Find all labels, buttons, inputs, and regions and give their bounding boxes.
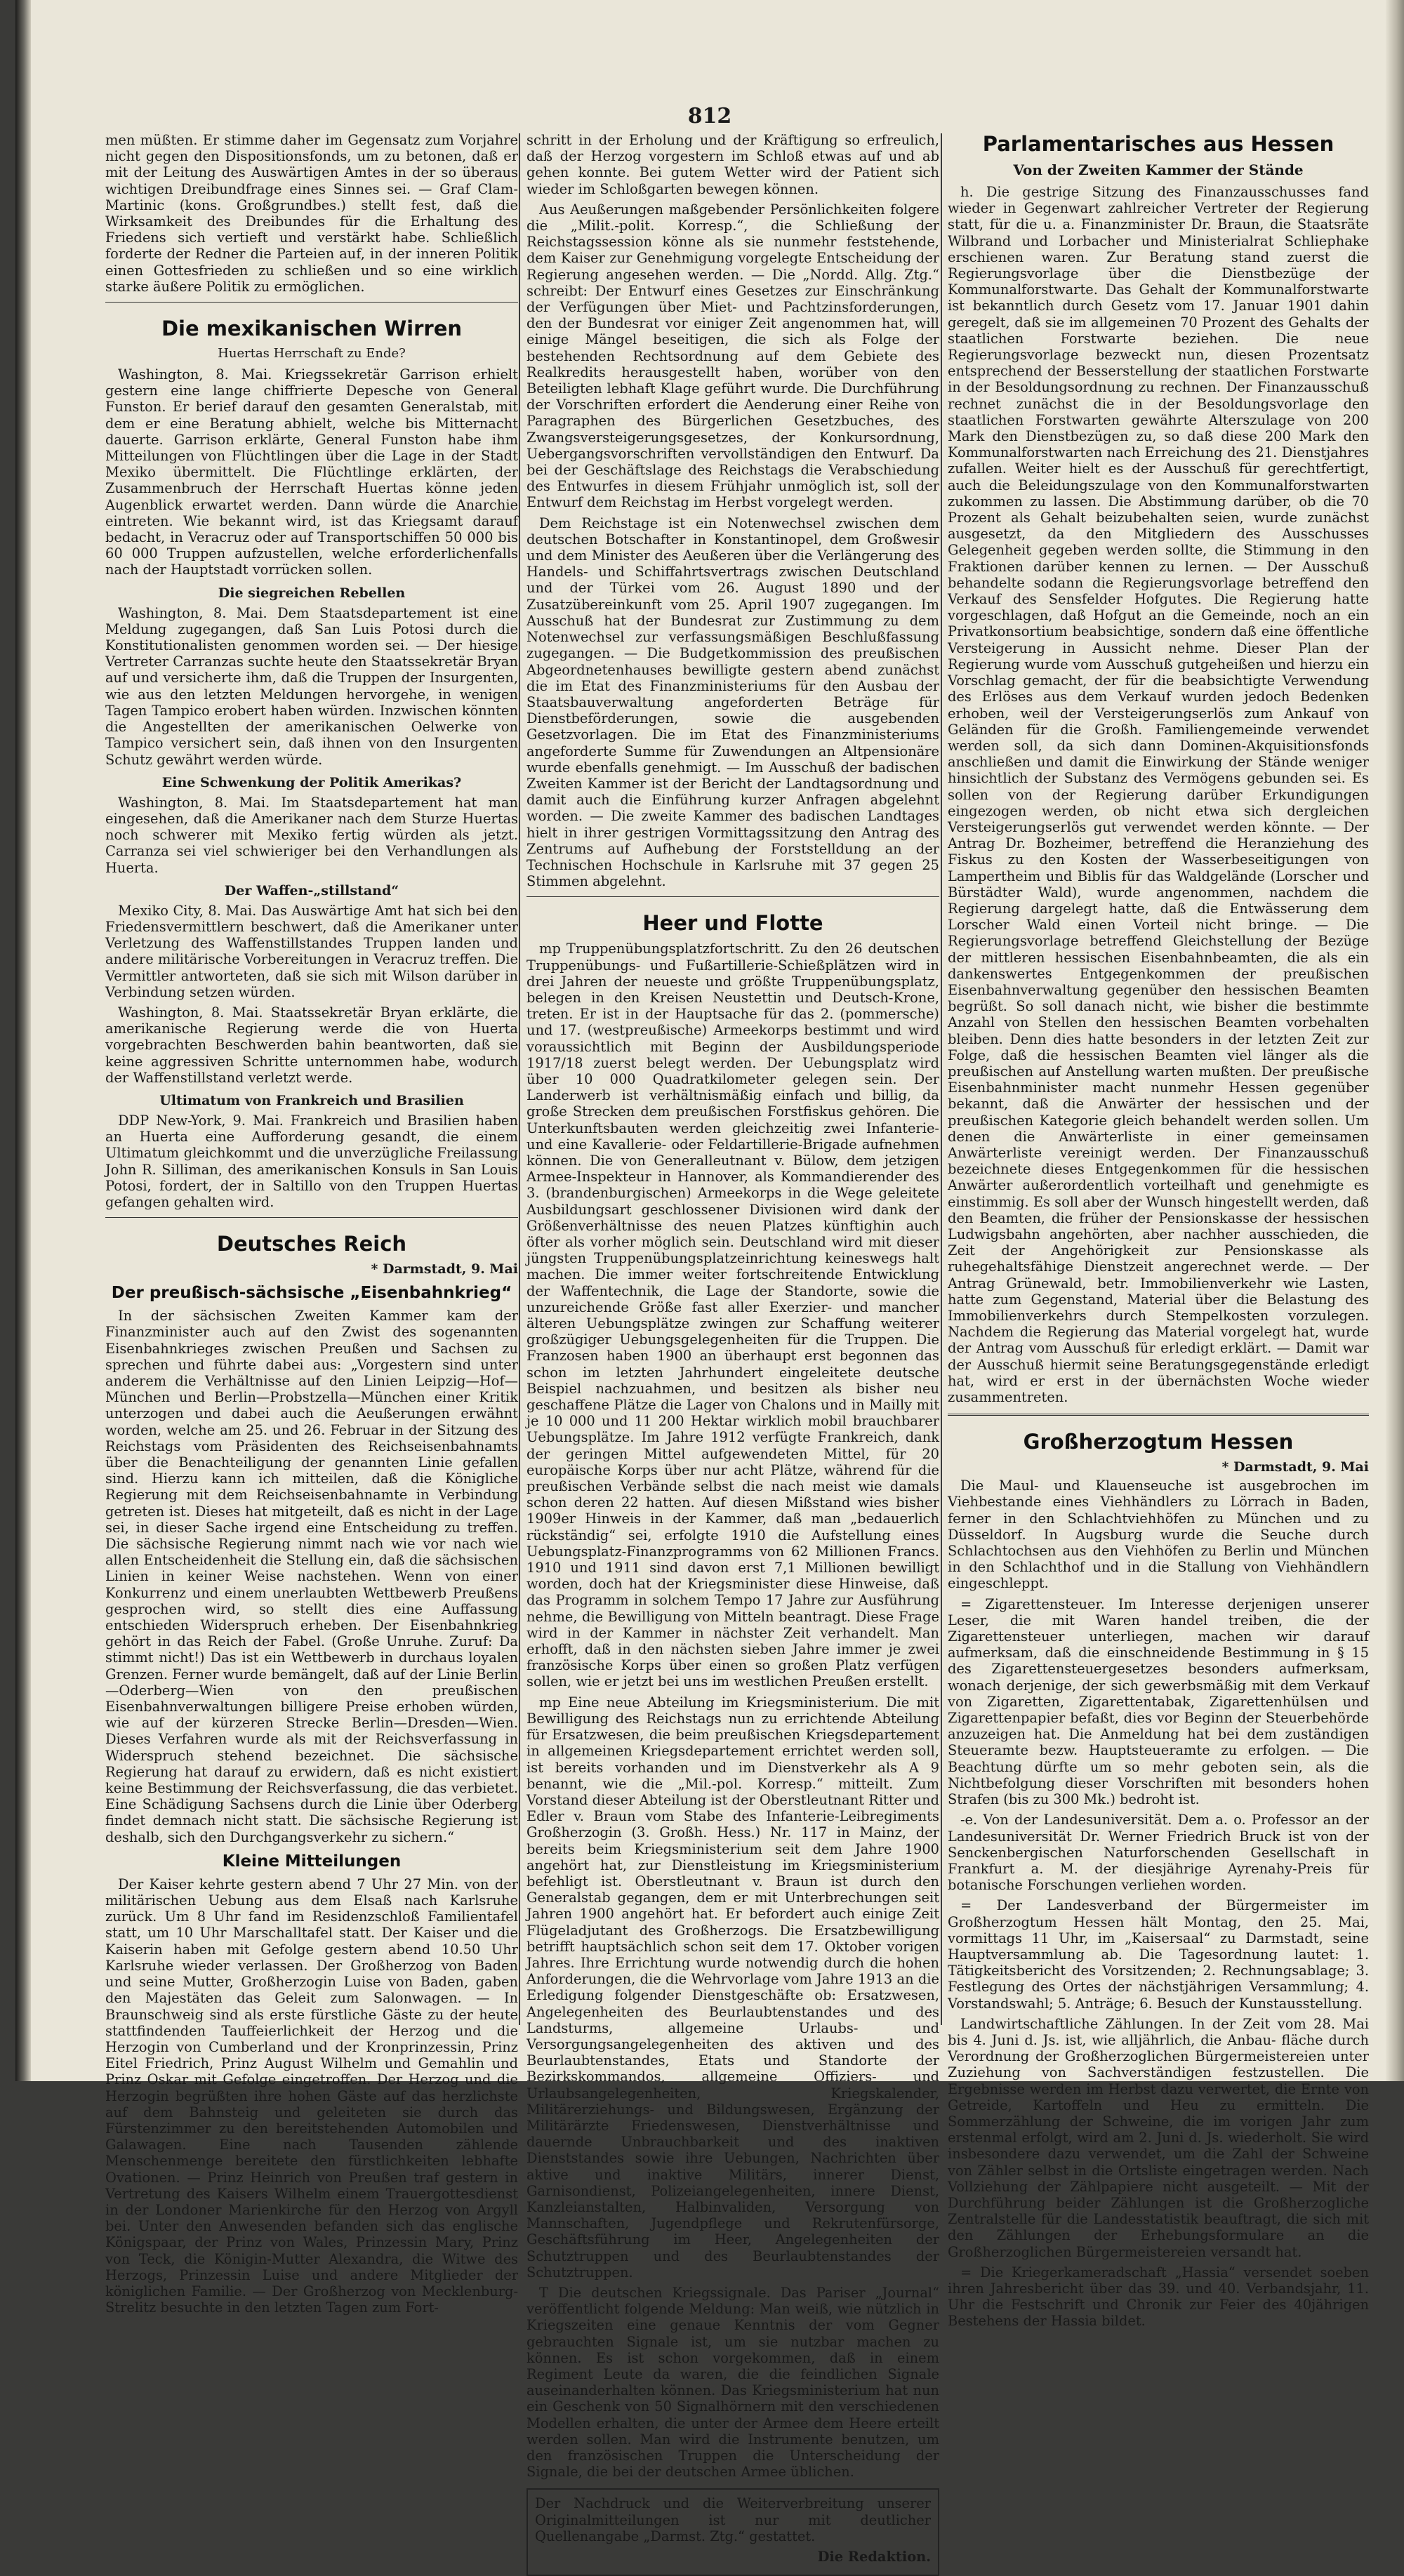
article-paragraph: DDP New-York, 9. Mai. Frankreich und Brasilien haben an Huerta eine Aufforderung gesandt, die einem Ultimatum gleichkommt und die unverzügliche Freilassung John R. Silliman, des amerikanischen Konsuls in San Louis Potosi, fordert, der in Saltillo von den Truppen Huertas gefangen gehalten wird. <box>105 1112 518 1210</box>
article-heading: Der preußisch-sächsische „Eisenbahnkrieg“ <box>111 1284 512 1303</box>
subheading: Von der Zweiten Kammer der Stände <box>1013 161 1304 178</box>
article-paragraph: = Zigarettensteuer. Im Interesse derjenigen unserer Leser, die mit Waren handel treiben, die der Zigarettensteuer unterliegen, machen wir darauf aufmerksam, daß die einschneidende Bestimmung in § 15 des Zigarettensteuergesetzes besonders aufmerksam, wonach derjenige, der sich gewerbsmäßig mit dem Verkauf von Zigaretten, Zigarettentabak, Zigarettenhülsen und Zigarettenpapier befaßt, dies vor Beginn der Steuerbehörde anzuzeigen hat. Die Anmeldung hat bei dem zuständigen Steueramte bezw. Hauptsteueramte zu erfolgen. — Die Beachtung dürfte um so mehr geboten sein, als die Nichtbefolgung dieser Vorschriften mit besonders hohen Strafen (bis zu 300 Mk.) bedroht ist. <box>948 1595 1369 1808</box>
column-3 <box>948 132 1369 2330</box>
article-paragraph: = Der Landesverband der Bürgermeister im Großherzogtum Hessen hält Montag, den 25. Mai, vormittags 11 Uhr, im „Kaisersaal“ zu Darmstadt, seine Hauptversammlung ab. Die Tagesordnung lautet: 1. Tätigkeitsbericht des Vorsitzenden; 2. Rechnungsablage; 3. Festlegung des Ortes der nächstjährigen Versammlung; 4. Vorstandswahl; 5. Anträge; 6. Besuch der Kunstausstellung. <box>948 1897 1369 2012</box>
article-paragraph: Die Maul- und Klauenseuche ist ausgebrochen im Viehbestande eines Viehhändlers zu Lörrach in Baden, ferner in den Schlachtviehhöfen zu München und zu Düsseldorf. In Augsburg wurde die Seuche durch Schlachtochsen aus den Viehhöfen zu Berlin und München in den Schlachthof und in die Stallung von Viehhändlern eingeschleppt. <box>948 1478 1369 1592</box>
article-paragraph: mp Eine neue Abteilung im Kriegsministerium. Die mit Bewilligung des Reichstags nun zu errichtende Abteilung für Ersatzwesen, die beim preußischen Kriegsdepartement in allgemeinen Kriegsdepartement errichtet werden soll, ist bereits vorhanden und im Dienstverkehr als A 9 benannt, wie die „Mil.-pol. Korresp.“ mitteilt. Zum Vorstand dieser Abteilung ist der Oberstleutnant Ritter und Edler v. Braun vom Stabe des Infanterie-Leibregiments Großherzogin (3. Großh. Hess.) Nr. 117 in Mainz, der bereits beim Kriegsministerium seit dem Jahre 1900 angehört hat, zur Dienstleistung im Kriegsministerium befehligt ist. Oberstleutnant v. Braun ist durch den Generalstab gegangen, dem er mit Unterbrechungen seit Jahren 1900 angehört hat. Er befordert auch einige Zeit Flügeladjutant des Großherzogs. Die Ersatzbewilligung betrifft hauptsächlich schon seit dem 17. Oktober vorigen Jahres. Ihre Errichtung wurde notwendig durch die hohen Anforderungen, die die Wehrvorlage vom Jahre 1913 an die Erledigung folgender Dienstgeschäfte ob: Ersatzwesen, Angelegenheiten des Beurlaubtenstandes und des Landsturms, allgemeine Urlaubs- und Versorgungsangelegenheiten des aktiven und des Beurlaubtenstandes, Etats und Standorte der Bezirkskommandos, allgemeine Offiziers- und Urlaubsangelegenheiten, Kriegskalender, Militärerziehungs- und Bildungswesen, Ergänzung der Militärärzte Friedenswesen, Dienstverhältnisse und dauernde Unbrauchbarkeit und des inaktiven Dienststandes sowie ihre Uebungen, Nachrichten über aktive und inaktive Militärs, innerer Dienst, Garnisondienst, Polizeiangelegenheiten, innere Dienst, Kanzleianstalten, Halbinvaliden, Versorgung von Mannschaften, Jugendpflege und Rekrutenfürsorge, Geschäftsführung im Heer, Angelegenheiten der Schutztruppen und des Beurlaubtenstandes der Schutztruppen. <box>526 1694 939 2280</box>
page-edge <box>1386 0 1404 2081</box>
article-paragraph: Aus Aeußerungen maßgebender Persönlichkeiten folgere die „Milit.-polit. Korresp.“, die Schließung der Reichstagssession könne als sie nunmehr feststehende, dem Kaiser zur Genehmigung vorgelegte Entscheidung der Regierung angesehen werden. — Die „Nordd. Allg. Ztg.“ schreibt: Der Entwurf eines Gesetzes zur Einschränkung der Verfügungen über Miet- und Pachtzinsforderungen, den der Bundesrat vor einiger Zeit angenommen hat, will einige Mängel beseitigen, die sich als Folge der bestehenden Rechtsordnung auf dem Gebiete des Realkredits herausgestellt haben, worüber von den Beteiligten lebhaft Klage geführt wurde. Die Durchführung der Vorschriften erfordert die Aenderung einer Reihe von Paragraphen des Bürgerlichen Gesetzbuches, des Zwangsversteigerungsgesetzes, der Konkursordnung, Uebergangsvorschriften vervollständigen den Entwurf. Da bei der Geschäftslage des Reichstags die Verabschiedung des Entwurfes in diesem Frühjahr unmöglich ist, soll der Entwurf dem Reichstag im Herbst vorgelegt werden. <box>526 201 939 511</box>
article-paragraph: Washington, 8. Mai. Dem Staatsdepartement ist eine Meldung zugegangen, daß San Luis Potosi durch die Konstitutionalisten genommen worden sei. — Der hiesige Vertreter Carranzas suchte heute den Staatssekretär Bryan auf und versicherte ihm, daß die Truppen der Insurgenten, wie aus den letzten Meldungen hervorgehe, in wenigen Tagen Tampico erobert haben würden. Inzwischen könnten die Angestellten der amerikanischen Oelwerke von Tampico versichert sein, daß ihnen von den Insurgenten Schutz gewährt werden würde. <box>105 604 518 768</box>
reprint-notice: Der Nachdruck und die Weiterverbreitung unserer Originalmitteilungen ist nur mit deutlicher Quellenangabe „Darmst. Ztg.“ gestattet. <box>535 2495 931 2544</box>
article-paragraph: = Die Kriegerkameradschaft „Hassia“ versendet soeben ihren Jahresbericht über das 39. und 40. Verbandsjahr, 11. Uhr die Festschrift und Chronik zur Feier des 40jährigen Bestehens der Hassia bildet. <box>948 2264 1369 2330</box>
intro-text: men müßten. Er stimme daher im Gegensatz zum Vorjahre nicht gegen den Dispositionsfonds, um zu betonen, daß er mit der Leitung des Auswärtigen Amtes in der so überaus wichtigen Dreibundfrage eines Sinnes sei. — Graf Clam-Martinic (kons. Großgrundbes.) stellt fest, daß die Wirksamkeit des Dreibundes für die Erhaltung des Friedens sich vertieft und verstärkt habe. Schließlich forderte der Redner die Parteien auf, in der inneren Politik einen Gottesfrieden zu schließen und so eine wirklich starke äußere Politik zu ermöglichen. <box>105 132 518 295</box>
section-heading-mexico: Die mexikanischen Wirren <box>161 317 463 341</box>
subheading: Der Waffen-„stillstand“ <box>224 882 399 898</box>
separator <box>105 302 518 303</box>
reprint-notice-box <box>526 2488 939 2576</box>
section-heading-parliament: Parlamentarisches aus Hessen <box>982 132 1335 156</box>
article-paragraph: -e. Von der Landesuniversität. Dem a. o. Professor an der Landesuniversität Dr. Werner Friedrich Bruck ist von der Senckenbergischen Naturforschenden Gesellschaft in Frankfurt a. M. der diesjährige Ayrenahy-Preis für botanische Forschungen verliehen worden. <box>948 1812 1369 1894</box>
dateline: * Darmstadt, 9. Mai <box>1221 1459 1369 1475</box>
column-rule <box>519 133 520 2025</box>
article-paragraph: Landwirtschaftliche Zählungen. In der Zeit vom 28. Mai bis 4. Juni d. Js. ist, wie alljährlich, die Anbau- fläche durch Verordnung der Großherzoglichen Bürgermeistereien unter Zuziehung von Sachverständigen festzustellen. Die Ergebnisse werden im Herbst dazu verwertet, die Ernte von Getreide, Kartoffeln und Heu zu ermitteln. Die Sommerzählung der Schweine, die im vorigen Jahr zum erstenmal erfolgt, wird am 2. Juni d. Js. wiederholt. Sie wird insbesondere dazu verwendet, um die Zahl der Schweine von Zähler selbst in die Ortsliste eingetragen werden. Nach Vollziehung der Zählpapiere nicht ausgeteilt. — Mit der Durchführung beider Zählungen ist die Großherzogliche Zentralstelle für die Landesstatistik beauftragt, die sich mit den Zählungen der Erhebungsformulare an die Großherzoglichen Bürgermeistereien versandt hat. <box>948 2015 1369 2260</box>
article-paragraph: In der sächsischen Zweiten Kammer kam der Finanzminister auch auf den Zwist des sogenannten Eisenbahnkrieges zwischen Preußen und Sachsen zu sprechen und führte dabei aus: „Vorgestern sind unter anderem die Verhältnisse auf den Linien Leipzig—Hof—München und Berlin—Probstzella—München einer Kritik unterzogen und dabei auch die Aeußerungen erwähnt worden, welche am 25. und 26. Februar in der Sitzung des Reichstags vom Präsidenten des Reichseisenbahnamts über die Benachteiligung der genannten Linie gefallen sind. Hierzu kann ich mitteilen, daß die Königliche Regierung mit dem Reichseisenbahnamte in Verbindung getreten ist. Dieses hat mitgeteilt, daß es nicht in der Lage sei, in dieser Sache irgend eine Entscheidung zu treffen. Die sächsische Regierung nimmt nach wie vor nach wie allen Entscheidenheit die Stellung ein, daß die sächsischen Linien in keiner Weise nachstehen. Wenn von einer Konkurrenz und einem unerlaubten Wettbewerb Preußens gesprochen wird, so stellt dies eine Auffassung entschieden Widerspruch erheben. Der Eisenbahnkrieg gehört in das Reich der Fabel. (Große Unruhe. Zuruf: Da stimmt nicht!) Das ist ein Wettbewerb in durchaus loyalen Grenzen. Ferner wurde bemängelt, daß auf der Linie Berlin—Oderberg—Wien von den preußischen Eisenbahnverwaltungen billigere Preise erhoben würden, wie auf der kürzeren Strecke Berlin—Dresden—Wien. Dieses Verfahren wurde als mit der Reichsverfassung in Widerspruch stehend bezeichnet. Die sächsische Regierung hat darauf zu erwidern, daß es nicht existiert keine Bestimmung der Reichsverfassung, die das verbietet. Eine Schädigung Sachsens durch die Linie über Oderberg findet demnach nicht statt. Die sächsische Regierung ist deshalb, sich den Durchgangsverkehr zu sichern.“ <box>105 1308 518 1845</box>
article-paragraph: Washington, 8. Mai. Im Staatsdepartement hat man eingesehen, daß die Amerikaner nach dem Sturze Huertas noch schwerer mit Mexiko fertig würden als jetzt. Carranza sei viel schwieriger bei den Verhandlungen als Huerta. <box>105 794 518 876</box>
article-heading: Kleine Mitteilungen <box>222 1852 402 1871</box>
article-paragraph: Mexiko City, 8. Mai. Das Auswärtige Amt hat sich bei den Friedensvermittlern beschwert, daß die Amerikaner unter Verletzung des Waffenstillstandes Truppen landen und andere militärische Vorbereitungen in Veracruz treffen. Die Vermittler antworteten, daß sie sich mit Wilson darüber in Verbindung setzen würden. <box>105 902 518 1000</box>
separator <box>948 1414 1369 1416</box>
subheading: Huertas Herrschaft zu Ende? <box>218 346 406 361</box>
subheading: Eine Schwenkung der Politik Amerikas? <box>161 774 462 790</box>
separator <box>526 896 939 897</box>
column-1 <box>105 132 518 2316</box>
intro-text: schritt in der Erholung und der Kräftigung so erfreulich, daß der Herzog vorgestern im Schloß etwas auf und ab gehen konnte. Bei gutem Wetter wird der Patient sich wieder im Schloßgarten bewegen können. <box>526 132 939 197</box>
article-paragraph: h. Die gestrige Sitzung des Finanzausschusses fand wieder in Gegenwart zahlreicher Vertreter der Regierung statt, für die u. a. Finanzminister Dr. Braun, die Staatsräte Wilbrand und Lorbacher und Ministerialrat Schliephake erschienen waren. Zur Beratung stand zuerst die Regierungsvorlage über die Dienstbezüge der Kommunalforstwarte. Das Gehalt der Kommunalforstwarte ist bekanntlich durch Gesetz vom 17. Januar 1901 dahin geregelt, daß sie im allgemeinen 70 Prozent des Gehalts der staatlichen Forstwarte beziehen. Die neue Regierungsvorlage bezweckt nun, diesen Prozentsatz entsprechend der Besserstellung der staatlichen Forstwarte in der Besoldungsordnung zu rechnen. Der Finanzausschuß rechnet zunächst die in der Besoldungsvorlage den staatlichen Forstwarten gewährte Alterszulage von 200 Mark den Dienstbezügen zu, so daß diese 200 Mark den Kommunalforstwarten nach Erreichung des 21. Dienstjahres zufallen. Weiter hielt es der Ausschuß für gerechtfertigt, auch die Beleidungszulage von den Kommunalforstwarten zukommen zu lassen. Die Abstimmung darüber, ob die 70 Prozent als Gehalt beizubehalten seien, wurde zunächst ausgesetzt, da den Mitgliedern des Ausschusses Gelegenheit gegeben werden sollte, die Stimmung in den Fraktionen darüber kennen zu lernen. — Der Ausschuß behandelte sodann die Regierungsvorlage betreffend den Verkauf des Sensfelder Hofgutes. Die Regierung hatte vorgeschlagen, daß Hofgut an die Gemeinde, noch an ein Privatkonsortium beabsichtige, sondern daß eine öffentliche Versteigerung in Aussicht nehme. Dieser Plan der Regierung wurde vom Ausschuß gutgeheißen und hierzu ein Vorschlag gemacht, der für die beabsichtigte Verwendung des Erlöses aus dem Verkauf wurden jedoch Bedenken erhoben, weil der Versteigerungserlös zum Ankauf von Geländen für die Großh. Familiengemeinde verwendet werden soll, da sich dann Dominen-Akquisitionsfonds anschließen und damit die Einwirkung der Stände weniger hinsichtlich der Substanz des Vermögens gebunden sei. Es sollen von der Regierung darüber Erkundigungen eingezogen werden, ob nicht etwa sich dergleichen Versteigerungserlös gut verwendet werden könnte. — Der Antrag Dr. Bozheimer, betreffend die Heranziehung des Fiskus zu den Kosten der Wasserbeseitigungen von Lampertheim und Biblis für das Waldgelände (Lorscher und Bürstädter Wald), wurde angenommen, nachdem die Regierung dargelegt hatte, daß die Entwässerung dem Lorscher Wald einen Vorteil nicht bringe. — Die Regierungsvorlage betreffend Gleichstellung der Bezüge der mittleren hessischen Eisenbahnbeamten, die als ein dankenswertes Entgegenkommen der preußischen Eisenbahnverwaltung gegenüber den hessischen Beamten begrüßt. So soll danach nicht, wie bisher die bestimmte Anzahl von Stellen den hessischen Beamten vorbehalten bleiben. Denn dies hatte besonders in der letzten Zeit zur Folge, daß die hessischen Beamten viel länger als die preußischen auf Anstellung warten mußten. Der preußische Eisenbahnminister macht nunmehr Hessen gegenüber bekannt, daß die Anwärter der hessischen und der preußischen Kategorie gleich behandelt werden sollen. Um denen die Anwärterliste in einer gemeinsamen Anwärterliste vereinigt werden. Der Finanzausschuß bezeichnete dieses Entgegenkommen für die hessischen Anwärter außerordentlich vorteilhaft und genehmigte es einstimmig. Es soll aber der Wunsch hingestellt werden, daß den Beamten, die früher der Pensionskasse der hessischen Ludwigsbahn angehörten, aber nachher ausschieden, die Zeit der Angehörigkeit zur Pensionskasse als ruhegehaltsfähige Dienstzeit angerechnet werde. — Der Antrag Grünewald, betr. Immobilienverkehr wie Lasten, hatte zum Gegenstand, Material über die Belastung des Immobilienverkehrs durch Stempelkosten vorzulegen. Nachdem die Regierung das Material vorgelegt hat, wurde der Antrag vom Ausschuß für erledigt erklärt. — Damit war der Ausschuß hiermit seine Beratungsgegenstände erledigt hat, wird er erst in der übernächsten Woche wieder zusammentreten. <box>948 184 1369 1406</box>
article-paragraph: Der Kaiser kehrte gestern abend 7 Uhr 27 Min. von der militärischen Uebung aus dem Elsaß nach Karlsruhe zurück. Um 8 Uhr fand im Residenzschloß Familientafel statt, um 10 Uhr Marschalltafel statt. Der Kaiser und die Kaiserin haben mit Gefolge gestern abend 10.50 Uhr Karlsruhe wieder verlassen. Der Großherzog von Baden und seine Mutter, Großherzogin Luise von Baden, gaben den Majestäten das Geleit zum Salonwagen. — In Braunschweig sind als erste fürstliche Gäste zu der heute stattfindenden Tauffeierlichkeit der Herzog und die Herzogin von Cumberland und der Kronprinzessin, Prinz Eitel Friedrich, Prinz August Wilhelm und Gemahlin und Prinz Oskar mit Gefolge eingetroffen. Der Herzog und die Herzogin begrüßten ihre hohen Gäste auf das herzlichste auf dem Bahnsteig und geleiteten sie durch das Fürstenzimmer zu den bereitstehenden Automobilen und Galawagen. Eine nach Tausenden zählende Menschenmenge bereitete den fürstlichkeiten lebhafte Ovationen. — Prinz Heinrich von Preußen traf gestern in Vertretung des Kaisers Wilhelm einem Trauergottesdienst in der Londoner Marienkirche für den Herzog von Argyll bei. Unter den Anwesenden befanden sich das englische Königspaar, der Prinz von Wales, Prinzessin Mary, Prinz von Teck, die Königin-Mutter Alexandra, die Witwe des Herzogs, Prinzessin Luise und andere Mitglieder der königlichen Familie. — Der Großherzog von Mecklenburg-Strelitz besuchte in den letzten Tagen zum Fort- <box>105 1875 518 2316</box>
subheading: Die siegreichen Rebellen <box>218 585 406 601</box>
editorial-signature: Die Redaktion. <box>817 2549 931 2565</box>
column-rule <box>941 133 942 2025</box>
article-paragraph: Washington, 8. Mai. Staatssekretär Bryan erklärte, die amerikanische Regierung werde die von Huerta vorgebrachten Beschwerden bahin beantworten, daß sie keine aggressiven Schritte unternommen habe, wodurch der Waffenstillstand verletzt werde. <box>105 1004 518 1086</box>
article-paragraph: mp Truppenübungsplatzfortschritt. Zu den 26 deutschen Truppenübungs- und Fußartillerie-Schießplätzen wird in drei Jahren der neueste und größte Truppenübungsplatz, belegen in den Kreisen Neustettin und Deutsch-Krone, treten. Er ist in der Hauptsache für das 2. (pommersche) und 17. (westpreußische) Armeekorps bestimmt und wird voraussichtlich mit Beginn der Ausbildungsperiode 1917/18 zuerst belegt werden. Der Uebungsplatz wird über 10 000 Quadratkilometer gelegen sein. Der Landerwerb ist verhältnismäßig einfach und billig, da große Strecken dem preußischen Forstfiskus gehören. Die Unterkunftsbauten werden gleichzeitig zwei Infanterie- und eine Kavallerie- oder Feldartillerie-Brigade aufnehmen können. Die von Generalleutnant v. Bülow, dem jetzigen Armee-Inspekteur in Hannover, als Kommandierender des 3. (brandenburgischen) Armeekorps in die Wege geleitete Ausbildungsart geschlossener Divisionen wird dank der Größenverhältnisse des neuen Platzes künftighin auch öfter als vorher möglich sein. Deutschland wird mit dieser jüngsten Truppenübungsplatzeinrichtung keineswegs halt machen. Die immer weiter fortschreitende Entwicklung der Waffentechnik, die Lage der Standorte, sowie die unzureichende Größe fast aller Exerzier- und mancher älteren Uebungsplätze zwingen zur Schaffung weiterer großzügiger Uebungsgelegenheiten für die Truppen. Die Franzosen haben 1900 an überhaupt erst begonnen das schon im letzten Jahrhundert eingeleitete deutsche Beispiel nachzuahmen, und besitzen als bisher neu geschaffene Plätze die Lager von Chalons und in Mailly mit je 10 000 und 11 200 Hektar wirklich mobil brauchbarer Uebungsplätze. Im Jahre 1912 verfügte Frankreich, dank der geringen Mittel aufgewendeten Mittel, für 20 europäische Korps über nur acht Plätze, während für die preußischen Verbände selbst die nach meist wie damals schon deren 22 hatten. Auf diesen Mißstand wies bisher 1909er Hinweis in der Kammer, daß man „bedauerlich rückständig“ sei, erfolgte 1910 die Aufstellung eines Uebungsplatz-Finanzprogramms von 62 Millionen Francs. 1910 und 1911 sind davon erst 7,1 Millionen bewilligt worden, doch hat der Kriegsminister diese Hinweise, daß das Programm in solchem Tempo 17 Jahre zur Ausführung nehme, die Bewilligung von Mitteln beantragt. Diese Frage wird in der Kammer in nächster Zeit verhandelt. Man erhofft, daß in den nächsten sieben Jahre immer je zwei französische Korps über einen so großen Platz verfügen sollen, wie er jetzt bei uns im westlichen Preußen erstellt. <box>526 941 939 1690</box>
column-2 <box>526 132 939 2565</box>
newspaper-page <box>15 0 1404 2565</box>
subheading: Ultimatum von Frankreich und Brasilien <box>159 1092 464 1108</box>
section-heading-heer: Heer und Flotte <box>642 911 823 936</box>
section-heading-grossherzogtum: Großherzogtum Hessen <box>1023 1430 1294 1454</box>
page-number: 812 <box>687 104 732 128</box>
article-paragraph: Washington, 8. Mai. Kriegssekretär Garrison erhielt gestern eine lange chiffrierte Depesche von General Funston. Er berief darauf den gesamten Generalstab, mit dem er eine Beratung abhielt, welche bis Mitternacht dauerte. Garrison erklärte, General Funston habe ihm Mitteilungen von Flüchtlingen über die Lage in der Stadt Mexiko übermittelt. Die Flüchtlinge erklärten, der Zusammenbruch der Herrschaft Huertas könne jeden Augenblick erwartet werden. Dann würde die Anarchie eintreten. Wie bekannt wird, ist das Kriegsamt darauf bedacht, in Veracruz oder auf Transportschiffen 50 000 bis 60 000 Truppen aufzustellen, welche erforderlichenfalls nach der Hauptstadt vorrücken sollen. <box>105 366 518 578</box>
article-paragraph: Dem Reichstage ist ein Notenwechsel zwischen dem deutschen Botschafter in Konstantinopel, dem Großwesir und dem Minister des Aeußeren über die Verlängerung des Handels- und Schiffahrtsvertrags zwischen Deutschland und der Türkei vom 26. August 1890 und der Zusatzübereinkunft vom 25. April 1907 zugegangen. Im Ausschuß hat der Bundesrat zur Zustimmung zu dem Notenwechsel zur verfassungsmäßigen Beschlußfassung zugegangen. — Die Budgetkommission des preußischen Abgeordnetenhauses bewilligte gestern abend zunächst die im Etat des Finanzministeriums für den Ausbau der Staatsbauverwaltung angeforderten Beträge für Dienstbeförderungen, sowie die ausgebenden Gesetzvorlagen. Die im Etat des Finanzministeriums angeforderte Summe für Zuwendungen an Altpensionäre wurde ebenfalls genehmigt. — Im Ausschuß der badischen Zweiten Kammer ist der Bericht der Landtagsordnung und damit auch die Einführung kurzer Anfragen abgelehnt worden. — Die zweite Kammer des badischen Landtages hielt in ihrer gestrigen Vormittagssitzung den Antrag des Zentrums auf Aufhebung der Forststelldung an der Technischen Hochschule in Karlsruhe mit 37 gegen 25 Stimmen abgelehnt. <box>526 514 939 890</box>
book-binding <box>15 0 31 2081</box>
separator <box>105 1217 518 1218</box>
dateline: * Darmstadt, 9. Mai <box>371 1261 518 1277</box>
section-heading-reich: Deutsches Reich <box>216 1232 407 1256</box>
article-paragraph: T Die deutschen Kriegssignale. Das Pariser „Journal“ veröffentlicht folgende Meldung: Man weiß, wie nützlich in Kriegszeiten eine genaue Kenntnis der vom Gegner gebrauchten Signale ist, um sie nutzbar machen zu können. Es ist schon vorgekommen, daß in einem Regiment Leute da waren, die die feindlichen Signale auseinanderhalten können. Das Kriegsministerium hat nun ein Geschenk von 50 Signalhörnern mit den verschiedenen Modellen erhalten, die unter der Armee dem Heere erteilt werden sollen. Man wird die Instrumente benutzen, um den französischen Truppen die Unterscheidung der Signale, die bei der deutschen Armee üblichen. <box>526 2285 939 2481</box>
